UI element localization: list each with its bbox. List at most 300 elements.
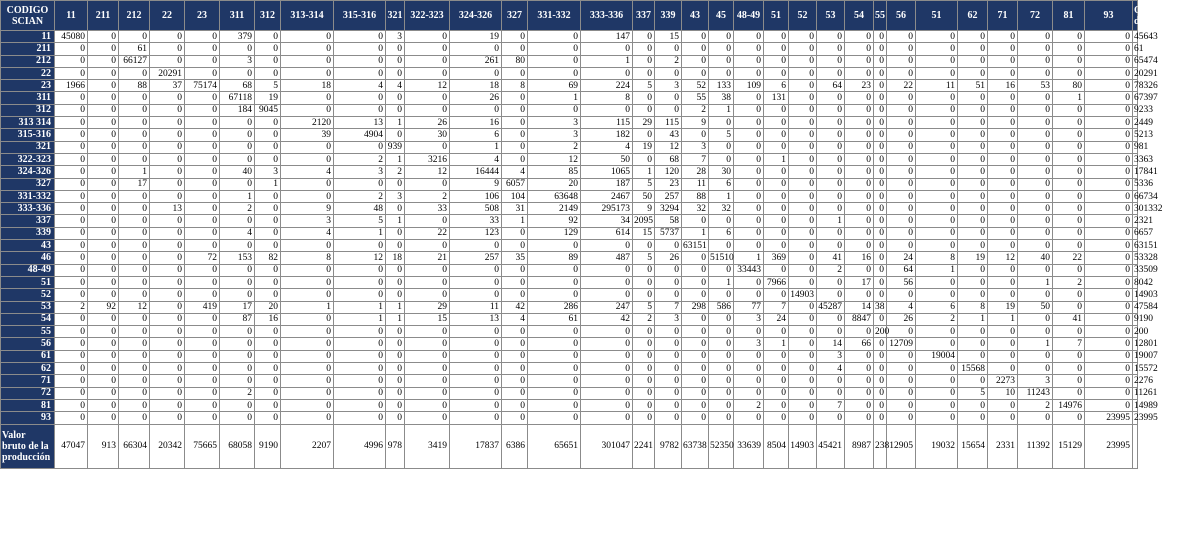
table-cell: 0 [405,104,450,116]
table-cell: 0 [874,276,887,288]
table-cell: 0 [709,350,734,362]
table-cell: 0 [386,43,405,55]
table-cell: 0 [958,92,988,104]
table-cell: 14903 [789,289,817,301]
table-cell: 0 [655,326,682,338]
table-cell: 0 [185,387,220,399]
table-cell: 0 [633,350,655,362]
table-cell: 0 [682,276,709,288]
table-cell: 0 [845,326,874,338]
table-cell: 0 [55,43,88,55]
table-cell: 0 [682,215,709,227]
table-cell: 0 [734,31,764,43]
table-cell: 0 [185,141,220,153]
table-cell: 4 [502,313,528,325]
gross-output-cell: 66304 [119,424,150,468]
table-cell: 0 [845,67,874,79]
table-cell: 0 [958,117,988,129]
table-cell: 0 [655,264,682,276]
table-cell: 0 [255,350,281,362]
gross-output-cell: 8504 [764,424,789,468]
table-cell: 41 [817,252,845,264]
table-cell: 0 [405,264,450,276]
table-cell: 0 [709,412,734,424]
table-cell: 0 [655,338,682,350]
table-cell: 50 [581,153,633,165]
table-cell: 0 [450,240,502,252]
table-cell: 1 [1018,276,1053,288]
column-header: 23 [185,1,220,31]
table-cell: 0 [88,92,119,104]
row-total-cell: 23995 [1134,412,1158,423]
table-row [1,350,1138,362]
table-cell: 0 [1018,363,1053,375]
table-cell: 0 [845,141,874,153]
table-cell: 4 [502,166,528,178]
table-cell: 0 [682,252,709,264]
row-header: 54 [1,313,55,325]
table-cell: 48 [334,203,386,215]
table-cell: 39 [281,129,334,141]
table-cell: 0 [502,240,528,252]
row-total-cell: 17841 [1134,166,1158,177]
table-cell: 0 [1085,338,1133,350]
table-cell: 0 [281,153,334,165]
table-cell: 0 [817,117,845,129]
table-cell: 0 [845,350,874,362]
row-total-cell: 2276 [1134,375,1153,386]
table-cell: 0 [633,326,655,338]
table-cell: 0 [185,203,220,215]
table-cell: 1 [281,301,334,313]
row-header: 324-326 [1,166,55,178]
table-cell: 0 [281,338,334,350]
table-cell: 0 [633,240,655,252]
table-cell: 0 [874,190,887,202]
table-cell: 104 [502,190,528,202]
table-cell: 0 [845,92,874,104]
table-cell: 0 [255,399,281,411]
table-cell: 1 [1053,92,1085,104]
table-cell: 0 [55,117,88,129]
table-cell: 0 [682,412,709,424]
table-cell: 0 [916,227,958,239]
table-cell: 0 [150,375,185,387]
table-cell: 0 [874,129,887,141]
table-cell: 0 [255,43,281,55]
table-cell: 0 [1018,326,1053,338]
table-cell: 0 [988,178,1018,190]
table-cell: 0 [764,141,789,153]
table-cell: 4 [334,80,386,92]
row-total-cell: 53328 [1134,252,1158,263]
table-cell: 0 [255,203,281,215]
table-cell: 0 [682,338,709,350]
table-row [1,31,1138,43]
table-cell: 0 [682,350,709,362]
table-cell: 0 [405,141,450,153]
table-cell: 35 [502,252,528,264]
table-cell: 3 [734,313,764,325]
table-cell: 0 [764,55,789,67]
gross-output-cell: 2331 [988,424,1018,468]
table-cell: 0 [150,129,185,141]
table-cell: 0 [988,43,1018,55]
table-cell: 0 [185,166,220,178]
table-cell: 0 [450,412,502,424]
table-cell: 0 [334,264,386,276]
table-cell: 0 [405,276,450,288]
table-cell: 0 [281,264,334,276]
table-cell: 0 [1053,153,1085,165]
table-cell: 0 [220,412,255,424]
table-cell: 3 [386,190,405,202]
table-cell: 0 [386,67,405,79]
table-cell: 0 [119,227,150,239]
table-cell: 0 [55,92,88,104]
column-header: 324-326 [450,1,502,31]
table-cell: 0 [88,104,119,116]
table-cell: 0 [55,350,88,362]
table-cell: 187 [581,178,633,190]
table-cell: 0 [1018,67,1053,79]
table-cell: 0 [386,387,405,399]
table-cell: 0 [655,289,682,301]
table-cell: 0 [88,141,119,153]
table-cell: 0 [817,92,845,104]
table-cell: 0 [55,338,88,350]
row-total-cell: 12801 [1134,339,1158,350]
table-cell: 0 [874,117,887,129]
table-cell: 0 [119,190,150,202]
table-cell: 0 [734,289,764,301]
row-header: 211 [1,43,55,55]
table-cell: 0 [88,55,119,67]
table-cell: 0 [255,55,281,67]
table-cell: 0 [887,166,916,178]
table-cell: 0 [887,43,916,55]
table-cell: 0 [874,178,887,190]
table-cell: 0 [887,31,916,43]
table-cell: 1 [958,313,988,325]
table-cell: 4 [887,301,916,313]
table-cell: 0 [255,141,281,153]
table-cell: 0 [887,92,916,104]
table-cell: 0 [255,117,281,129]
row-total-cell: 6657 [1134,228,1153,239]
table-cell: 0 [405,375,450,387]
gross-output-cell: 63738 [682,424,709,468]
table-cell: 1 [988,313,1018,325]
table-cell: 0 [874,363,887,375]
table-cell: 0 [88,129,119,141]
table-cell: 0 [1085,190,1133,202]
table-cell: 0 [502,117,528,129]
row-header: 327 [1,178,55,190]
table-cell: 0 [119,350,150,362]
table-cell: 0 [281,104,334,116]
table-cell: 0 [1085,153,1133,165]
table-cell: 286 [528,301,581,313]
table-cell: 247 [581,301,633,313]
table-cell: 5 [709,129,734,141]
table-row [1,178,1138,190]
table-cell: 0 [958,166,988,178]
table-cell: 0 [887,117,916,129]
table-cell: 0 [988,203,1018,215]
table-cell: 0 [581,338,633,350]
table-cell: 0 [1085,399,1133,411]
table-cell: 0 [386,363,405,375]
table-cell: 6 [709,178,734,190]
table-cell: 0 [119,375,150,387]
table-cell: 0 [958,178,988,190]
table-cell: 0 [150,264,185,276]
table-cell: 261 [450,55,502,67]
table-cell: 0 [150,31,185,43]
table-cell: 0 [709,387,734,399]
table-cell: 0 [88,276,119,288]
table-row [1,375,1138,387]
table-cell: 0 [386,338,405,350]
table-cell: 0 [334,350,386,362]
table-cell: 0 [55,399,88,411]
table-cell: 0 [682,326,709,338]
row-header: 62 [1,363,55,375]
row-total-cell: 5213 [1134,130,1153,141]
table-cell: 0 [88,203,119,215]
row-total-cell: 301332 [1134,203,1163,214]
table-cell: 0 [528,264,581,276]
table-cell: 67118 [220,92,255,104]
table-cell: 0 [255,276,281,288]
column-header: 55 [874,1,887,31]
table-cell: 1 [119,166,150,178]
table-cell: 2273 [988,375,1018,387]
table-cell: 5737 [655,227,682,239]
table-cell: 0 [386,240,405,252]
table-cell: 3 [655,80,682,92]
table-cell: 0 [988,412,1018,424]
table-cell: 0 [281,190,334,202]
table-cell: 0 [958,129,988,141]
table-cell: 0 [887,129,916,141]
row-total-cell: 15572 [1134,363,1158,374]
table-row [1,104,1138,116]
table-cell: 109 [734,80,764,92]
table-cell: 0 [633,67,655,79]
gross-output-cell: 978 [386,424,405,468]
table-cell: 0 [916,31,958,43]
table-cell: 0 [789,215,817,227]
column-header: 71 [988,1,1018,31]
table-cell: 0 [88,117,119,129]
table-cell: 2 [220,203,255,215]
table-cell: 0 [502,350,528,362]
table-cell: 1 [386,313,405,325]
table-cell: 0 [958,215,988,227]
table-cell: 52 [682,80,709,92]
table-cell: 0 [185,92,220,104]
table-cell: 0 [734,350,764,362]
table-cell: 0 [185,31,220,43]
table-cell: 45080 [55,31,88,43]
table-cell: 0 [764,264,789,276]
table-cell: 4 [817,363,845,375]
table-cell: 0 [789,276,817,288]
table-cell: 0 [1018,117,1053,129]
table-cell: 16 [450,117,502,129]
table-cell: 40 [220,166,255,178]
table-cell: 0 [386,350,405,362]
table-cell: 3 [682,141,709,153]
table-cell: 17 [119,178,150,190]
table-cell: 0 [55,264,88,276]
table-cell: 0 [958,399,988,411]
table-cell: 0 [887,203,916,215]
table-cell: 0 [405,412,450,424]
table-cell: 0 [845,31,874,43]
table-cell: 0 [845,43,874,55]
table-cell: 0 [916,412,958,424]
table-cell: 88 [119,80,150,92]
table-cell: 0 [817,104,845,116]
table-cell: 0 [119,129,150,141]
table-cell: 0 [119,104,150,116]
table-cell: 0 [682,399,709,411]
table-cell: 0 [1053,412,1085,424]
table-cell: 0 [1085,363,1133,375]
table-cell: 0 [764,178,789,190]
table-cell: 129 [528,227,581,239]
table-cell: 0 [1053,326,1085,338]
column-header: 43 [682,1,709,31]
table-cell: 0 [916,387,958,399]
table-cell: 0 [916,67,958,79]
table-cell: 0 [682,43,709,55]
table-cell: 0 [185,104,220,116]
table-cell: 4 [281,166,334,178]
table-cell: 0 [988,92,1018,104]
table-cell: 0 [55,178,88,190]
column-header: 56 [887,1,916,31]
table-cell: 0 [220,350,255,362]
table-cell: 16444 [450,166,502,178]
table-cell: 0 [185,190,220,202]
table-cell: 0 [1085,203,1133,215]
column-header: 211 [88,1,119,31]
table-cell: 0 [709,215,734,227]
table-cell: 0 [281,399,334,411]
row-header: 53 [1,301,55,313]
table-cell: 0 [916,141,958,153]
table-cell: 66127 [119,55,150,67]
table-row [1,166,1138,178]
table-cell: 0 [528,289,581,301]
table-cell: 0 [581,399,633,411]
table-cell: 0 [450,387,502,399]
table-row [1,326,1138,338]
table-cell: 0 [185,227,220,239]
table-cell: 0 [817,190,845,202]
table-cell: 69 [528,80,581,92]
table-cell: 0 [119,31,150,43]
column-header: 52 [789,1,817,31]
table-cell: 38 [709,92,734,104]
table-cell: 0 [633,338,655,350]
table-cell: 0 [1085,350,1133,362]
table-cell: 0 [874,375,887,387]
table-cell: 0 [450,399,502,411]
table-cell: 0 [988,190,1018,202]
table-cell: 0 [405,55,450,67]
table-cell: 0 [958,276,988,288]
table-cell: 1 [709,276,734,288]
table-cell: 0 [119,252,150,264]
table-cell: 0 [988,55,1018,67]
table-cell: 2 [817,264,845,276]
gross-output-cell: 68058 [220,424,255,468]
table-cell: 0 [334,67,386,79]
table-cell: 64 [887,264,916,276]
table-cell: 0 [334,92,386,104]
table-cell: 0 [734,55,764,67]
table-cell: 0 [655,412,682,424]
table-cell: 0 [334,240,386,252]
table-cell: 0 [528,350,581,362]
table-cell: 939 [386,141,405,153]
table-cell: 0 [887,55,916,67]
table-cell: 3 [655,313,682,325]
table-cell: 2 [386,166,405,178]
table-cell: 0 [281,178,334,190]
table-cell: 87 [220,313,255,325]
table-cell: 0 [88,43,119,55]
table-cell: 0 [55,289,88,301]
table-cell: 2095 [634,216,653,227]
row-header: 43 [1,240,55,252]
table-cell: 0 [1085,313,1133,325]
table-cell: 0 [185,326,220,338]
table-cell: 0 [916,153,958,165]
table-cell: 1 [764,153,789,165]
table-cell: 0 [1085,276,1133,288]
table-cell: 0 [1018,264,1053,276]
table-cell: 0 [334,338,386,350]
table-cell: 0 [119,276,150,288]
table-cell: 0 [817,412,845,424]
table-cell: 18 [281,80,334,92]
table-cell: 8 [581,92,633,104]
column-header: 331-332 [528,1,581,31]
table-cell: 0 [874,350,887,362]
table-cell: 0 [789,92,817,104]
table-cell: 0 [255,129,281,141]
gross-output-cell: 15654 [958,424,988,468]
table-cell: 0 [528,67,581,79]
table-cell: 29 [405,301,450,313]
table-row [1,190,1138,202]
table-cell: 115 [581,117,633,129]
table-cell: 0 [581,350,633,362]
table-cell: 0 [633,289,655,301]
table-row [1,399,1138,411]
table-cell: 0 [334,141,386,153]
table-cell: 0 [958,227,988,239]
table-cell: 0 [709,55,734,67]
table-cell: 0 [386,412,405,424]
table-cell: 0 [581,289,633,301]
